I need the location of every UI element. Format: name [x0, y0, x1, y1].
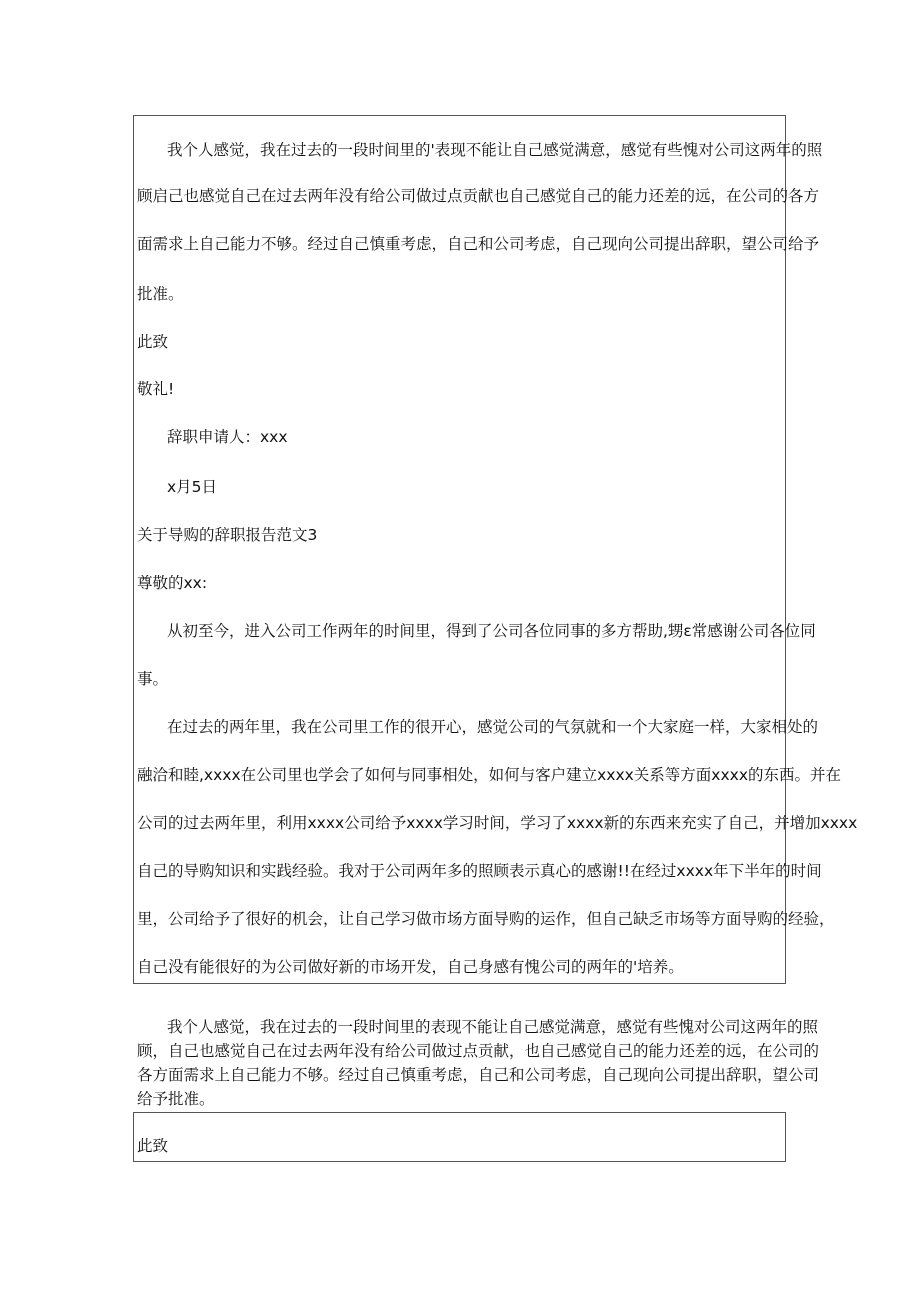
salute-text: 敬礼!: [137, 380, 175, 398]
paragraph-line: 事。: [137, 670, 169, 688]
date-text: x月5日: [167, 478, 218, 496]
paragraph-line: 我个人感觉，我在过去的一段时间里的表现不能让自己感觉满意，感觉有些愧对公司这两年的照: [167, 1018, 819, 1036]
paragraph-line: 面需求上自己能力不够。经过自己慎重考虑，自己和公司考虑，自己现向公司提出辞职，望公司给予: [137, 235, 820, 253]
paragraph-line: 公司的过去两年里，利用xxxx公司给予xxxx学习时间，学习了xxxx新的东西来充实了自己，并增加xxxx: [137, 814, 858, 832]
signer-text: 辞职申请人：xxx: [167, 428, 288, 446]
paragraph-line: 各方面需求上自己能力不够。经过自己慎重考虑，自己和公司考虑，自己现向公司提出辞职，望公司: [137, 1066, 820, 1084]
paragraph-line: 顾启己也感觉自己在过去两年没有给公司做过点贡献也自己感觉自己的能力还差的远，在公司的各方: [137, 187, 820, 205]
paragraph-line: 自己的导购知识和实践经验。我对于公司两年多的照顾表示真心的感谢!!在经过xxxx年下半年的时间: [137, 862, 822, 880]
paragraph-line: 给予批准。: [137, 1090, 215, 1108]
greeting-text: 尊敬的xx:: [137, 574, 208, 592]
section-title: 关于导购的辞职报告范文3: [137, 526, 318, 544]
paragraph-line: 融洽和睦,xxxx在公司里也学会了如何与同事相处，如何与客户建立xxxx关系等方面xxxx的东西。并在: [137, 766, 842, 784]
paragraph-line: 在过去的两年里，我在公司里工作的很开心，感觉公司的气氛就和一个大家庭一样，大家相处的: [167, 718, 819, 736]
closing-text: 此致: [137, 1137, 169, 1155]
paragraph-line: 自己没有能很好的为公司做好新的市场开发，自己身感有愧公司的两年的'培养。: [137, 958, 684, 976]
closing-text: 此致: [137, 333, 169, 351]
paragraph-line: 顾，自己也感觉自己在过去两年没有给公司做过点贡献，也自己感觉自己的能力还差的远，在公司的: [137, 1042, 820, 1060]
paragraph-line: 里，公司给予了很好的机会，让自己学习做市场方面导购的运作，但自己缺乏市场等方面导购的经验，: [137, 910, 835, 928]
paragraph-line: 从初至今，进入公司工作两年的时间里，得到了公司各位同事的多方帮助,甥ε常感谢公司各位同: [167, 622, 816, 640]
paragraph-line: 我个人感觉，我在过去的一段时间里的'表现不能让自己感觉满意，感觉有些愧对公司这两年的照: [167, 141, 823, 159]
paragraph-line: 批准。: [137, 285, 184, 303]
